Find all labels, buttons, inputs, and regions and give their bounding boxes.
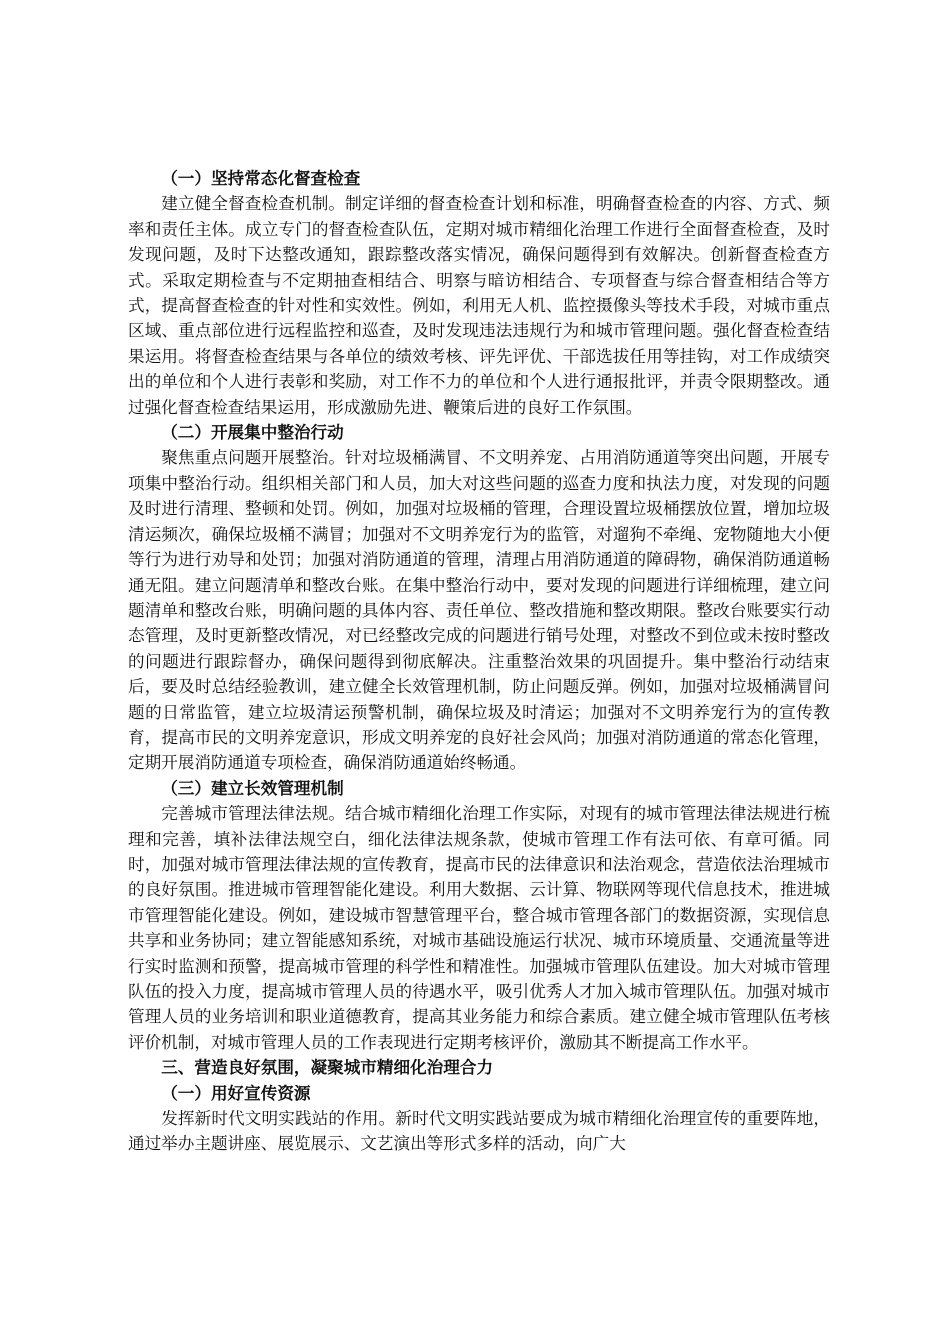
section-heading-3: （三）建立长效管理机制 (161, 777, 344, 798)
section-body-1: 建立健全督查检查机制。制定详细的督查检查计划和标准，明确督查检查的内容、方式、频率和责任主体。成立专门的督查检查队伍，定期对城市精细化治理工作进行全面督查检查，及时发现问题，及时下达整改通知，跟踪整改落实情况，确保问题得到有效解决。创新督查检查方式。采取定期检查与不定期抽查相结合、明察与暗访相结合、专项督查与综合督查相结合等方式，提高督查检查的针对性和实效性。例如，利用无人机、监控摄像头等技术手段，对城市重点区域、重点部位进行远程监控和巡查，及时发现违法违规行为和城市管理问题。强化督查检查结果运用。将督查检查结果与各单位的绩效考核、评先评优、干部选拔任用等挂钩，对工作成绩突出的单位和个人进行表彰和奖励，对工作不力的单位和个人进行通报批评，并责令限期整改。通过强化督查检查结果运用，形成激励先进、鞭策后进的良好工作氛围。 (128, 194, 830, 417)
section-body-3: 完善城市管理法律法规。结合城市精细化治理工作实际，对现有的城市管理法律法规进行梳理和完善，填补法律法规空白，细化法律法规条款，使城市管理工作有法可依、有章可循。同时，加强对城市管理法律法规的宣传教育，提高市民的法律意识和法治观念，营造依法治理城市的良好氛围。推进城市管理智能化建设。利用大数据、云计算、物联网等现代信息技术，推进城市管理智能化建设。例如，建设城市智慧管理平台，整合城市管理各部门的数据资源，实现信息共享和业务协同；建立智能感知系统，对城市基础设施运行状况、城市环境质量、交通流量等进行实时监测和预警，提高城市管理的科学性和精准性。加强城市管理队伍建设。加大对城市管理队伍的投入力度，提高城市管理人员的待遇水平，吸引优秀人才加入城市管理队伍。加强对城市管理人员的业务培训和职业道德教育，提高其业务能力和综合素质。建立健全城市管理队伍考核评价机制，对城市管理人员的工作表现进行定期考核评价，激励其不断提高工作水平。 (128, 804, 830, 1052)
section-body-2: 聚焦重点问题开展整治。针对垃圾桶满冒、不文明养宠、占用消防通道等突出问题，开展专项集中整治行动。组织相关部门和人员，加大对这些问题的巡查力度和执法力度，对发现的问题及时进行清理、整顿和处罚。例如，加强对垃圾桶的管理，合理设置垃圾桶摆放位置，增加垃圾清运频次，确保垃圾桶不满冒；加强对不文明养宠行为的监管，对遛狗不牵绳、宠物随地大小便等行为进行劝导和处罚；加强对消防通道的管理，清理占用消防通道的障碍物，确保消防通道畅通无阻。建立问题清单和整改台账。在集中整治行动中，要对发现的问题进行详细梳理，建立问题清单和整改台账，明确问题的具体内容、责任单位、整改措施和整改期限。整改台账要实行动态管理，及时更新整改情况，对已经整改完成的问题进行销号处理，对整改不到位或未按时整改的问题进行跟踪督办，确保问题得到彻底解决。注重整治效果的巩固提升。集中整治行动结束后，要及时总结经验教训，建立健全长效管理机制，防止问题反弹。例如，加强对垃圾桶满冒问题的日常监管，建立垃圾清运预警机制，确保垃圾及时清运；加强对不文明养宠行为的宣传教育，提高市民的文明养宠意识，形成文明养宠的良好社会风尚；加强对消防通道的常态化管理，定期开展消防通道专项检查，确保消防通道始终畅通。 (128, 448, 830, 773)
document-page (128, 166, 830, 1157)
chapter-heading-3: 三、营造良好氛围，凝聚城市精细化治理合力 (161, 1057, 494, 1078)
section-heading-2: （二）开展集中整治行动 (161, 422, 344, 443)
section-body-4: 发挥新时代文明实践站的作用。新时代文明实践站要成为城市精细化治理宣传的重要阵地，通过举办主题讲座、展览展示、文艺演出等形式多样的活动，向广大 (128, 1109, 830, 1154)
section-heading-4: （一）用好宣传资源 (161, 1082, 311, 1103)
section-heading-1: （一）坚持常态化督查检查 (161, 168, 361, 188)
